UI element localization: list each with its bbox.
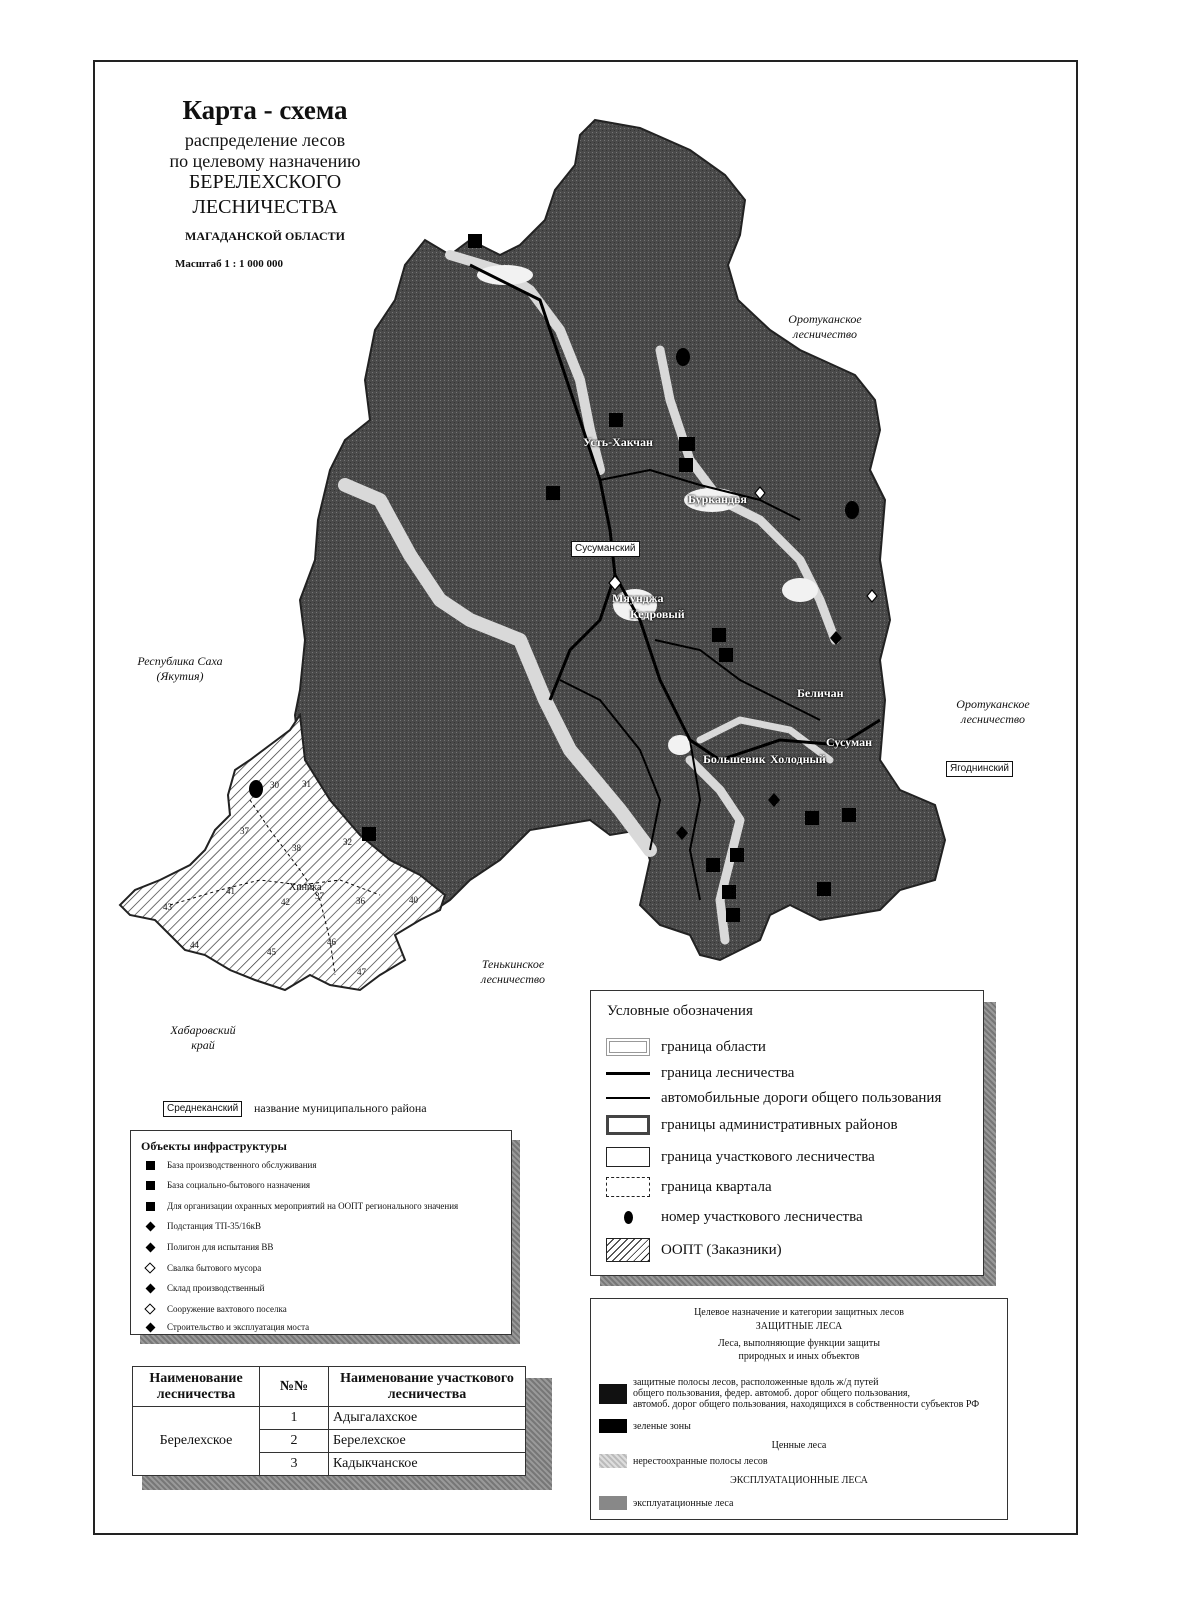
neighbor-label-sakha: Республика Саха (Якутия) <box>137 654 223 683</box>
square-icon <box>143 1181 157 1190</box>
infra-item: Свалка бытового мусора <box>143 1262 261 1274</box>
town-burkandya: Буркандья <box>688 492 747 506</box>
legend-item-quarter-border: граница квартала <box>605 1173 772 1201</box>
legend-box <box>590 990 984 1276</box>
legend-item-forestry-border: граница лесничества <box>605 1059 794 1087</box>
protective-strip-swatch <box>599 1384 627 1404</box>
town-ust-khakchan: Усть-Хакчан <box>583 435 653 449</box>
district-name-example-label: название муниципального района <box>254 1101 427 1115</box>
neighbor-label-orotukan-top: Оротуканское лесничество <box>788 312 862 341</box>
table-header-forestry: Наименование лесничества <box>133 1367 260 1407</box>
neighbor-label-tenkino: Тенькинское лесничество <box>481 957 545 986</box>
protective-forests-heading: ЗАЩИТНЫЕ ЛЕСА <box>755 1321 843 1332</box>
table-header-num: №№ <box>260 1367 329 1407</box>
district-name-example-box: Среднеканский <box>163 1101 242 1117</box>
town-kholodny: Холодный <box>770 752 826 766</box>
table-cell-num: 3 <box>260 1453 329 1476</box>
category-protective-strip: защитные полосы лесов, расположенные вдоль ж/д путей общего пользования, федер. автомоб. дорог общего пользования, автомоб. дорог общего пользования, находящихся в собственности субъектов РФ <box>599 1377 979 1410</box>
diamond-icon <box>143 1244 157 1251</box>
quarter-number: 44 <box>190 940 199 950</box>
quarter-number: 36 <box>356 896 365 906</box>
table-cell-num: 2 <box>260 1430 329 1453</box>
legend-title: Условные обозначения <box>607 1003 753 1019</box>
legend-item-district-forestry-border: граница участкового лесничества <box>605 1143 875 1171</box>
town-susuman: Сусуман <box>826 735 873 749</box>
town-bolshevik: Большевик <box>703 752 766 766</box>
forestry-territory <box>295 120 945 960</box>
solid-line-icon <box>605 1062 651 1084</box>
table-cell-forestry: Берелехское <box>133 1407 260 1476</box>
map-subtitle: распределение лесов по целевому назначению <box>169 130 361 171</box>
infra-item: Для организации охранных мероприятий на ООПТ регионального значения <box>143 1200 458 1212</box>
region-name: МАГАДАНСКОЙ ОБЛАСТИ <box>185 229 345 243</box>
map-title: Карта - схема <box>182 95 348 125</box>
quarter-number: 38 <box>292 843 301 853</box>
infrastructure-legend <box>130 1130 512 1335</box>
exploitation-heading: ЭКСПЛУАТАЦИОННЫЕ ЛЕСА <box>730 1475 868 1486</box>
category-exploitation: эксплуатационные леса <box>599 1496 733 1510</box>
infra-item: Строительство и эксплуатация моста <box>143 1321 309 1333</box>
infra-item: Склад производственный <box>143 1282 265 1294</box>
diamond-icon <box>143 1223 157 1230</box>
green-zone-swatch <box>599 1419 627 1433</box>
quarter-number: 32 <box>343 837 352 847</box>
quarter-number: 31 <box>302 779 311 789</box>
forestry-table <box>132 1366 526 1476</box>
table-cell-num: 1 <box>260 1407 329 1430</box>
town-khinike: Хиника <box>289 882 322 893</box>
table-cell-name: Берелехское <box>329 1430 526 1453</box>
infra-item: База производственного обслуживания <box>143 1159 317 1171</box>
legend-item-region-border: граница области <box>605 1033 766 1061</box>
infra-item: Полигон для испытания ВВ <box>143 1241 273 1253</box>
category-green-zone: зеленые зоны <box>599 1419 691 1433</box>
spawning-swatch <box>599 1454 627 1468</box>
diamond-icon <box>143 1324 157 1331</box>
district-label-susumansky: Сусуманский <box>571 541 640 557</box>
dashed-border-icon <box>605 1176 651 1198</box>
town-myaundzha: Мяунджа <box>612 591 664 605</box>
quarter-number: 40 <box>409 895 418 905</box>
admin-border-icon <box>605 1114 651 1136</box>
neighbor-label-khabarovsk: Хабаровский край <box>170 1023 236 1052</box>
protection-functions-heading-2: природных и иных объектов <box>738 1351 860 1362</box>
map-scale: Масштаб 1 : 1 000 000 <box>175 258 284 270</box>
legend-item-roads: автомобильные дороги общего пользования <box>605 1084 941 1112</box>
categories-heading: Целевое назначение и категории защитных лесов <box>694 1307 904 1318</box>
neighbor-label-orotukan-right: Оротуканское лесничество <box>956 697 1030 726</box>
quarter-number: 46 <box>327 937 336 947</box>
infra-item: Подстанция ТП-35/16кВ <box>143 1220 261 1232</box>
infrastructure-title: Объекты инфраструктуры <box>141 1139 287 1153</box>
quarter-number: 30 <box>270 780 279 790</box>
ellipse-marker-icon <box>605 1206 651 1228</box>
quarter-number: 41 <box>226 886 235 896</box>
region-border-icon <box>605 1036 651 1058</box>
quarter-number: 37 <box>240 826 249 836</box>
exploitation-swatch <box>599 1496 627 1510</box>
table-header-district: Наименование участкового лесничества <box>329 1367 526 1407</box>
diamond-icon <box>143 1285 157 1292</box>
quarter-number: 47 <box>357 967 366 977</box>
legend-item-admin-borders: границы административных районов <box>605 1111 898 1139</box>
legend-item-oopt: ООПТ (Заказники) <box>605 1236 782 1264</box>
town-belichan: Беличан <box>797 686 844 700</box>
table-cell-name: Кадыкчанское <box>329 1453 526 1476</box>
forestry-name: БЕРЕЛЕХСКОГО ЛЕСНИЧЕСТВА <box>188 171 342 218</box>
legend-item-district-number: номер участкового лесничества <box>605 1203 863 1231</box>
town-kedrovy: Кедровый <box>630 607 685 621</box>
open-diamond-icon <box>143 1305 157 1313</box>
table-cell-name: Адыгалахское <box>329 1407 526 1430</box>
categories-legend <box>590 1298 1008 1520</box>
category-spawning: нерестоохранные полосы лесов <box>599 1454 768 1468</box>
infra-item: База социально-бытового назначения <box>143 1179 310 1191</box>
quarter-number: 45 <box>267 947 276 957</box>
square-icon <box>143 1161 157 1170</box>
protection-functions-heading: Леса, выполняющие функции защиты <box>718 1338 880 1349</box>
square-icon <box>143 1202 157 1211</box>
road-line-icon <box>605 1087 651 1109</box>
district-label-yagodninsky: Ягоднинский <box>946 761 1013 777</box>
open-diamond-icon <box>143 1264 157 1272</box>
quarter-number: 42 <box>281 897 290 907</box>
hatch-icon <box>605 1239 651 1261</box>
district-border-icon <box>605 1146 651 1168</box>
quarter-number: 43 <box>163 902 172 912</box>
valuable-forests-heading: Ценные леса <box>771 1440 827 1451</box>
quarter-number: 37 <box>315 891 324 901</box>
infra-item: Сооружение вахтового поселка <box>143 1303 287 1315</box>
